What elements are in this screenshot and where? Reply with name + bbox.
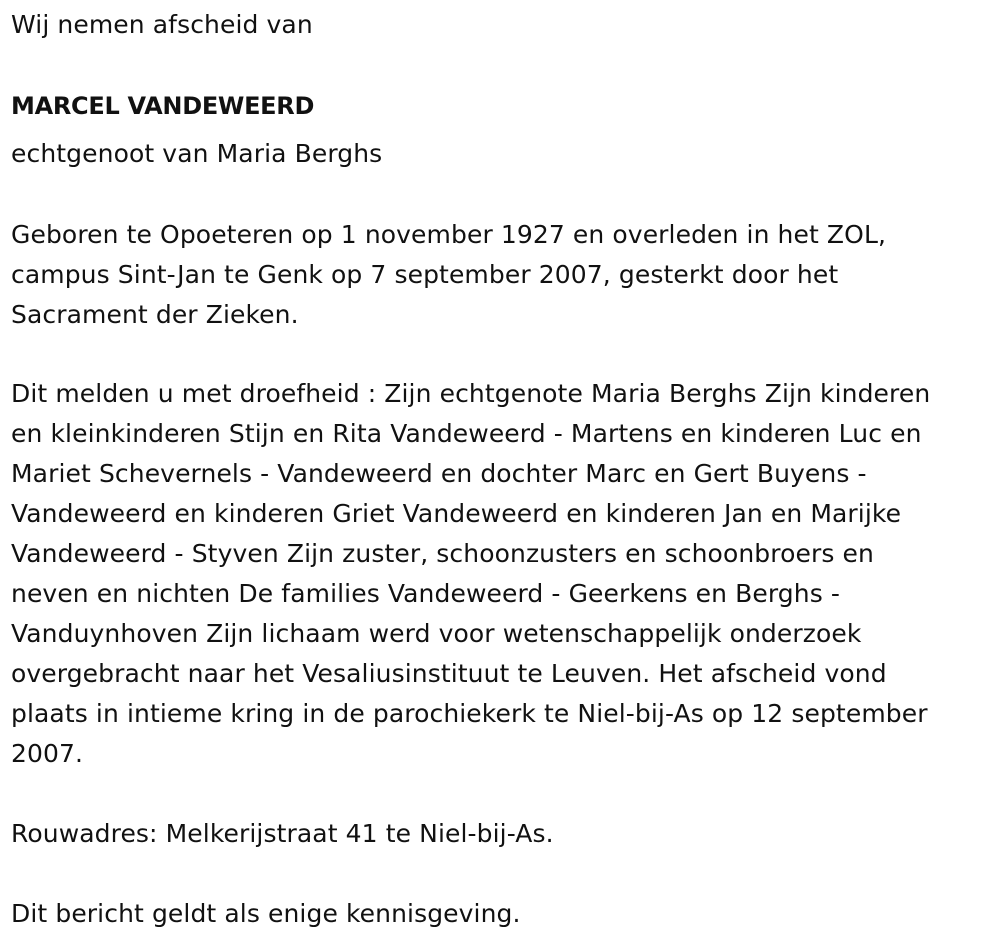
paragraph-line: Dit melden u met droefheid : Zijn echtgenote Maria Berghs Zijn kinderen	[11, 379, 931, 408]
paragraph-line: Mariet Schevernels - Vandeweerd en dochter Marc en Gert Buyens -	[11, 459, 867, 488]
address-text: Rouwadres: Melkerijstraat 41 te Niel-bij-As.	[11, 819, 554, 848]
paragraph-line: 2007.	[11, 739, 84, 768]
paragraph-line: en kleinkinderen Stijn en Rita Vandeweerd - Martens en kinderen Luc en	[11, 419, 922, 448]
paragraph-line: campus Sint-Jan te Genk op 7 september 2007, gesterkt door het	[11, 260, 839, 289]
paragraph-line: Vandeweerd en kinderen Griet Vandeweerd en kinderen Jan en Marijke	[11, 499, 902, 528]
closing-text: Dit bericht geldt als enige kennisgeving.	[11, 899, 521, 928]
intro-text: Wij nemen afscheid van	[11, 10, 313, 39]
paragraph-line: Sacrament der Zieken.	[11, 300, 299, 329]
paragraph-line: Vandeweerd - Styven Zijn zuster, schoonzusters en schoonbroers en	[11, 539, 874, 568]
paragraph-line: overgebracht naar het Vesaliusinstituut te Leuven. Het afscheid vond	[11, 659, 887, 688]
paragraph-line: Vanduynhoven Zijn lichaam werd voor wetenschappelijk onderzoek	[11, 619, 862, 648]
paragraph-line: neven en nichten De families Vandeweerd - Geerkens en Berghs -	[11, 579, 841, 608]
spouse-line: echtgenoot van Maria Berghs	[11, 139, 383, 168]
paragraph-line: Geboren te Opoeteren op 1 november 1927 en overleden in het ZOL,	[11, 220, 887, 249]
deceased-name: MARCEL VANDEWEERD	[11, 92, 315, 120]
paragraph-line: plaats in intieme kring in de parochiekerk te Niel-bij-As op 12 september	[11, 699, 928, 728]
